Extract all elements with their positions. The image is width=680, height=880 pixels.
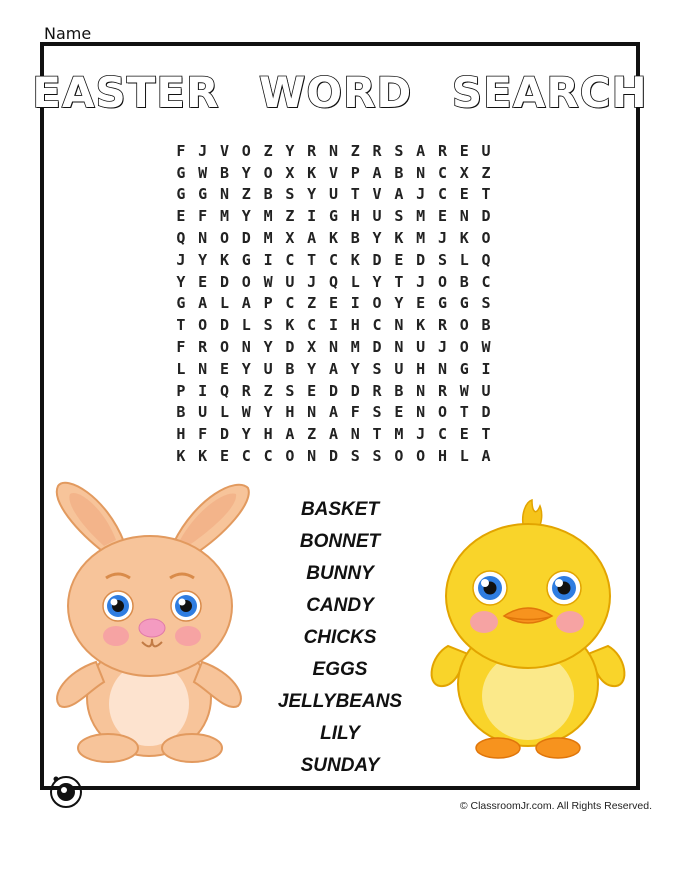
grid-letter: K bbox=[350, 250, 360, 269]
grid-letter: Y bbox=[241, 207, 251, 226]
title-word: SEARCH bbox=[451, 68, 648, 117]
grid-letter: E bbox=[198, 272, 208, 291]
grid-letter: O bbox=[459, 316, 469, 335]
grid-letter: V bbox=[372, 185, 382, 204]
grid-letter: A bbox=[328, 425, 338, 444]
grid-letter: C bbox=[437, 425, 447, 444]
grid-letter: E bbox=[219, 447, 229, 466]
grid-letter: D bbox=[328, 447, 338, 466]
grid-letter: B bbox=[481, 316, 491, 335]
grid-letter: Q bbox=[328, 272, 338, 291]
grid-letter: Z bbox=[350, 141, 360, 160]
grid-row bbox=[170, 380, 497, 402]
grid-letter: H bbox=[263, 425, 273, 444]
grid-letter: N bbox=[416, 381, 426, 400]
grid-letter: K bbox=[328, 229, 338, 248]
page-title bbox=[0, 68, 680, 117]
word-list-item: BUNNY bbox=[306, 563, 374, 584]
grid-letter: E bbox=[394, 250, 404, 269]
grid-letter: O bbox=[437, 272, 447, 291]
grid-letter: Y bbox=[241, 425, 251, 444]
grid-letter: I bbox=[328, 316, 338, 335]
grid-row bbox=[170, 205, 497, 227]
grid-letter: U bbox=[416, 338, 426, 357]
grid-letter: X bbox=[285, 229, 295, 248]
grid-letter: T bbox=[350, 185, 360, 204]
grid-letter: R bbox=[437, 381, 447, 400]
grid-letter: P bbox=[176, 381, 186, 400]
grid-row bbox=[170, 249, 497, 271]
grid-letter: J bbox=[416, 272, 426, 291]
grid-letter: I bbox=[481, 359, 491, 378]
grid-letter: G bbox=[176, 294, 186, 313]
grid-letter: T bbox=[307, 250, 317, 269]
grid-letter: A bbox=[241, 294, 251, 313]
grid-letter: W bbox=[481, 338, 491, 357]
grid-letter: V bbox=[328, 163, 338, 182]
classroomjr-logo-icon bbox=[48, 774, 84, 810]
grid-letter: D bbox=[416, 250, 426, 269]
grid-letter: D bbox=[219, 425, 229, 444]
grid-letter: D bbox=[350, 381, 360, 400]
grid-letter: T bbox=[481, 425, 491, 444]
grid-letter: O bbox=[285, 447, 295, 466]
grid-letter: A bbox=[328, 359, 338, 378]
grid-letter: K bbox=[219, 250, 229, 269]
grid-letter: O bbox=[241, 141, 251, 160]
word-list-item: LILY bbox=[320, 723, 360, 744]
grid-letter: N bbox=[416, 163, 426, 182]
grid-letter: E bbox=[307, 381, 317, 400]
grid-letter: Q bbox=[481, 250, 491, 269]
grid-letter: U bbox=[372, 207, 382, 226]
grid-letter: Q bbox=[176, 229, 186, 248]
grid-letter: B bbox=[394, 381, 404, 400]
grid-letter: N bbox=[307, 403, 317, 422]
grid-letter: O bbox=[459, 338, 469, 357]
grid-letter: N bbox=[198, 229, 208, 248]
grid-letter: N bbox=[219, 185, 229, 204]
grid-letter: M bbox=[263, 207, 273, 226]
grid-letter: E bbox=[459, 425, 469, 444]
grid-letter: Z bbox=[241, 185, 251, 204]
grid-letter: G bbox=[459, 294, 469, 313]
grid-letter: N bbox=[459, 207, 469, 226]
grid-letter: S bbox=[437, 250, 447, 269]
grid-letter: Z bbox=[263, 381, 273, 400]
copyright-text: © ClassroomJr.com. All Rights Reserved. bbox=[459, 800, 652, 812]
grid-letter: R bbox=[372, 141, 382, 160]
grid-letter: B bbox=[263, 185, 273, 204]
grid-letter: T bbox=[481, 185, 491, 204]
grid-letter: E bbox=[328, 294, 338, 313]
grid-letter: R bbox=[437, 141, 447, 160]
grid-letter: C bbox=[437, 185, 447, 204]
grid-letter: G bbox=[241, 250, 251, 269]
grid-letter: L bbox=[219, 294, 229, 313]
grid-letter: R bbox=[241, 381, 251, 400]
grid-letter: U bbox=[481, 141, 491, 160]
word-list-item: EGGS bbox=[312, 659, 368, 680]
grid-letter: O bbox=[416, 447, 426, 466]
grid-letter: Y bbox=[263, 338, 273, 357]
grid-letter: K bbox=[307, 163, 317, 182]
grid-letter: C bbox=[328, 250, 338, 269]
grid-letter: A bbox=[285, 425, 295, 444]
grid-letter: K bbox=[198, 447, 208, 466]
grid-letter: S bbox=[394, 207, 404, 226]
grid-row bbox=[170, 358, 497, 380]
grid-letter: S bbox=[372, 447, 382, 466]
grid-letter: C bbox=[285, 250, 295, 269]
grid-letter: Y bbox=[350, 359, 360, 378]
grid-letter: K bbox=[176, 447, 186, 466]
grid-letter: F bbox=[198, 207, 208, 226]
grid-letter: C bbox=[241, 447, 251, 466]
grid-row bbox=[170, 162, 497, 184]
grid-letter: Y bbox=[394, 294, 404, 313]
grid-letter: T bbox=[372, 425, 382, 444]
grid-letter: E bbox=[459, 185, 469, 204]
grid-letter: M bbox=[263, 229, 273, 248]
grid-row bbox=[170, 402, 497, 424]
grid-letter: L bbox=[350, 272, 360, 291]
grid-letter: O bbox=[241, 272, 251, 291]
title-word: EASTER bbox=[32, 68, 220, 117]
grid-letter: N bbox=[350, 425, 360, 444]
grid-letter: O bbox=[437, 403, 447, 422]
grid-letter: M bbox=[416, 229, 426, 248]
grid-letter: F bbox=[176, 141, 186, 160]
grid-letter: H bbox=[350, 207, 360, 226]
grid-letter: P bbox=[263, 294, 273, 313]
grid-letter: I bbox=[307, 207, 317, 226]
grid-letter: Y bbox=[176, 272, 186, 291]
grid-letter: S bbox=[394, 141, 404, 160]
grid-letter: L bbox=[219, 403, 229, 422]
word-list-item: CHICKS bbox=[303, 627, 377, 648]
grid-letter: L bbox=[241, 316, 251, 335]
grid-letter: O bbox=[219, 338, 229, 357]
grid-letter: W bbox=[241, 403, 251, 422]
grid-letter: Z bbox=[481, 163, 491, 182]
grid-letter: J bbox=[176, 250, 186, 269]
grid-letter: S bbox=[372, 359, 382, 378]
grid-letter: A bbox=[394, 185, 404, 204]
word-list-item: CANDY bbox=[306, 595, 374, 616]
grid-letter: U bbox=[394, 359, 404, 378]
grid-letter: S bbox=[481, 294, 491, 313]
grid-letter: Z bbox=[307, 294, 317, 313]
word-list-item: BONNET bbox=[299, 531, 381, 552]
grid-letter: P bbox=[350, 163, 360, 182]
grid-letter: M bbox=[219, 207, 229, 226]
grid-letter: N bbox=[328, 338, 338, 357]
grid-letter: M bbox=[416, 207, 426, 226]
name-label: Name bbox=[44, 24, 92, 43]
grid-letter: S bbox=[285, 185, 295, 204]
grid-letter: Y bbox=[307, 185, 317, 204]
grid-row bbox=[170, 445, 497, 467]
grid-letter: J bbox=[307, 272, 317, 291]
grid-letter: B bbox=[394, 163, 404, 182]
grid-letter: Y bbox=[263, 403, 273, 422]
grid-letter: D bbox=[285, 338, 295, 357]
grid-letter: O bbox=[394, 447, 404, 466]
grid-letter: R bbox=[437, 316, 447, 335]
grid-letter: X bbox=[285, 163, 295, 182]
grid-letter: H bbox=[416, 359, 426, 378]
grid-letter: L bbox=[176, 359, 186, 378]
grid-letter: C bbox=[481, 272, 491, 291]
grid-letter: O bbox=[198, 316, 208, 335]
grid-letter: U bbox=[263, 359, 273, 378]
grid-row bbox=[170, 314, 497, 336]
grid-row bbox=[170, 423, 497, 445]
grid-letter: Y bbox=[307, 359, 317, 378]
grid-letter: M bbox=[350, 338, 360, 357]
grid-letter: W bbox=[198, 163, 208, 182]
grid-letter: A bbox=[198, 294, 208, 313]
grid-row bbox=[170, 184, 497, 206]
grid-letter: R bbox=[307, 141, 317, 160]
word-list-item: JELLYBEANS bbox=[277, 691, 403, 712]
grid-letter: A bbox=[416, 141, 426, 160]
grid-letter: N bbox=[198, 359, 208, 378]
grid-row bbox=[170, 271, 497, 293]
grid-letter: S bbox=[350, 447, 360, 466]
grid-letter: J bbox=[437, 338, 447, 357]
grid-letter: J bbox=[416, 185, 426, 204]
grid-letter: D bbox=[219, 272, 229, 291]
grid-letter: Y bbox=[372, 229, 382, 248]
bunny-illustration bbox=[46, 476, 256, 766]
grid-letter: N bbox=[241, 338, 251, 357]
grid-letter: X bbox=[459, 163, 469, 182]
grid-letter: N bbox=[416, 403, 426, 422]
grid-letter: F bbox=[350, 403, 360, 422]
grid-letter: E bbox=[394, 403, 404, 422]
grid-letter: N bbox=[437, 359, 447, 378]
grid-letter: C bbox=[307, 316, 317, 335]
grid-letter: U bbox=[328, 185, 338, 204]
grid-letter: Z bbox=[285, 207, 295, 226]
grid-letter: N bbox=[394, 316, 404, 335]
grid-letter: O bbox=[263, 163, 273, 182]
grid-letter: D bbox=[241, 229, 251, 248]
grid-letter: Y bbox=[241, 359, 251, 378]
grid-letter: E bbox=[459, 141, 469, 160]
grid-letter: N bbox=[328, 141, 338, 160]
grid-letter: Z bbox=[263, 141, 273, 160]
grid-letter: O bbox=[481, 229, 491, 248]
grid-letter: E bbox=[416, 294, 426, 313]
grid-letter: D bbox=[372, 250, 382, 269]
grid-letter: B bbox=[219, 163, 229, 182]
grid-letter: B bbox=[350, 229, 360, 248]
grid-letter: U bbox=[285, 272, 295, 291]
grid-letter: A bbox=[372, 163, 382, 182]
grid-letter: L bbox=[459, 250, 469, 269]
grid-row bbox=[170, 140, 497, 162]
grid-letter: T bbox=[459, 403, 469, 422]
grid-letter: G bbox=[176, 163, 186, 182]
grid-letter: D bbox=[219, 316, 229, 335]
grid-letter: M bbox=[394, 425, 404, 444]
grid-letter: C bbox=[263, 447, 273, 466]
grid-letter: T bbox=[176, 316, 186, 335]
grid-letter: G bbox=[176, 185, 186, 204]
grid-letter: I bbox=[263, 250, 273, 269]
grid-row bbox=[170, 293, 497, 315]
grid-letter: R bbox=[198, 338, 208, 357]
grid-letter: A bbox=[481, 447, 491, 466]
grid-letter: G bbox=[328, 207, 338, 226]
grid-letter: K bbox=[285, 316, 295, 335]
grid-letter: I bbox=[350, 294, 360, 313]
grid-row bbox=[170, 227, 497, 249]
word-list bbox=[260, 494, 420, 782]
grid-letter: D bbox=[481, 207, 491, 226]
grid-letter: E bbox=[219, 359, 229, 378]
grid-letter: F bbox=[176, 338, 186, 357]
grid-letter: Q bbox=[219, 381, 229, 400]
grid-letter: N bbox=[307, 447, 317, 466]
grid-letter: H bbox=[350, 316, 360, 335]
grid-letter: V bbox=[219, 141, 229, 160]
grid-letter: G bbox=[459, 359, 469, 378]
grid-letter: C bbox=[437, 163, 447, 182]
grid-letter: U bbox=[481, 381, 491, 400]
grid-letter: J bbox=[437, 229, 447, 248]
grid-letter: B bbox=[176, 403, 186, 422]
grid-letter: E bbox=[176, 207, 186, 226]
grid-letter: J bbox=[198, 141, 208, 160]
grid-letter: G bbox=[198, 185, 208, 204]
grid-letter: E bbox=[437, 207, 447, 226]
grid-letter: W bbox=[459, 381, 469, 400]
grid-letter: H bbox=[176, 425, 186, 444]
word-list-item: BASKET bbox=[300, 499, 380, 520]
grid-letter: I bbox=[198, 381, 208, 400]
grid-letter: A bbox=[307, 229, 317, 248]
chick-illustration bbox=[428, 496, 628, 766]
grid-letter: Z bbox=[307, 425, 317, 444]
grid-letter: C bbox=[372, 316, 382, 335]
grid-letter: J bbox=[416, 425, 426, 444]
grid-letter: B bbox=[459, 272, 469, 291]
grid-letter: Y bbox=[241, 163, 251, 182]
grid-letter: K bbox=[394, 229, 404, 248]
grid-letter: U bbox=[198, 403, 208, 422]
grid-letter: D bbox=[372, 338, 382, 357]
grid-letter: O bbox=[219, 229, 229, 248]
grid-letter: S bbox=[285, 381, 295, 400]
grid-letter: S bbox=[263, 316, 273, 335]
grid-row bbox=[170, 336, 497, 358]
grid-letter: L bbox=[459, 447, 469, 466]
grid-letter: K bbox=[459, 229, 469, 248]
grid-letter: O bbox=[372, 294, 382, 313]
grid-letter: H bbox=[437, 447, 447, 466]
grid-letter: H bbox=[285, 403, 295, 422]
grid-letter: K bbox=[416, 316, 426, 335]
grid-letter: S bbox=[372, 403, 382, 422]
title-word: WORD bbox=[259, 68, 413, 117]
grid-letter: Y bbox=[372, 272, 382, 291]
grid-letter: G bbox=[437, 294, 447, 313]
grid-letter: X bbox=[307, 338, 317, 357]
grid-letter: B bbox=[285, 359, 295, 378]
letter-grid bbox=[170, 140, 497, 467]
grid-letter: T bbox=[394, 272, 404, 291]
grid-letter: D bbox=[481, 403, 491, 422]
grid-letter: C bbox=[285, 294, 295, 313]
grid-letter: A bbox=[328, 403, 338, 422]
grid-letter: Y bbox=[285, 141, 295, 160]
grid-letter: N bbox=[394, 338, 404, 357]
word-list-item: SUNDAY bbox=[300, 755, 380, 776]
grid-letter: D bbox=[328, 381, 338, 400]
grid-letter: W bbox=[263, 272, 273, 291]
grid-letter: F bbox=[198, 425, 208, 444]
grid-letter: R bbox=[372, 381, 382, 400]
grid-letter: Y bbox=[198, 250, 208, 269]
